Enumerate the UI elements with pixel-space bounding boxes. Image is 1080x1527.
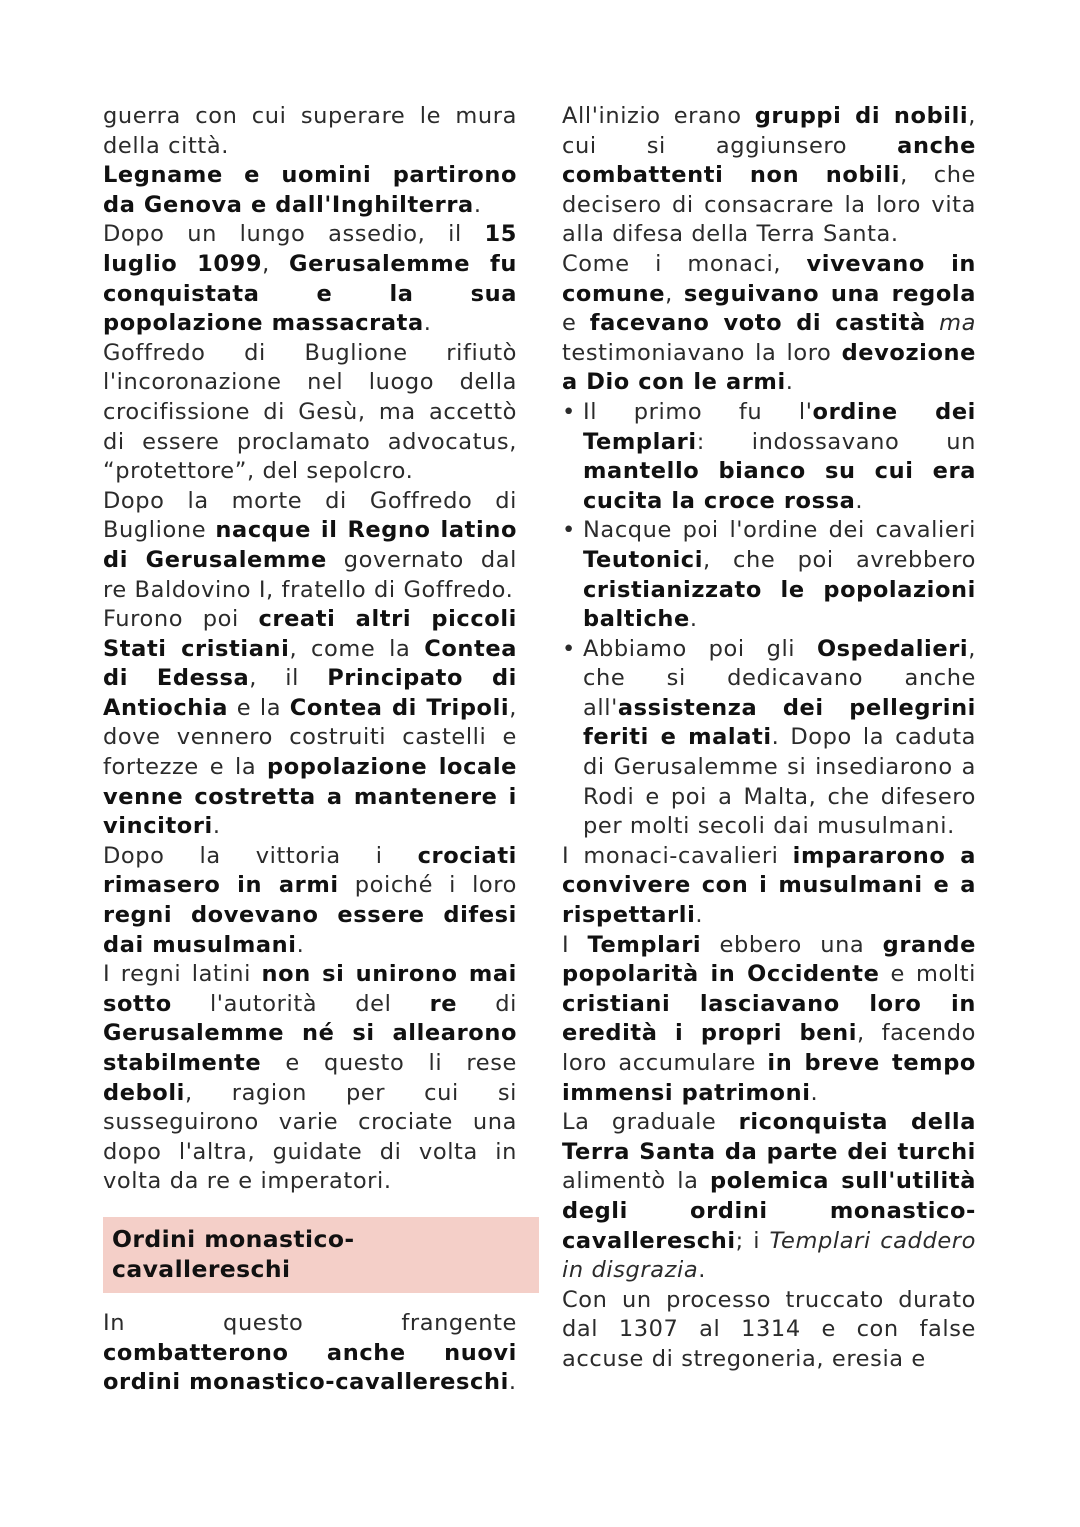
right-column [562,102,976,1375]
list-item: • Il primo fu l'ordine dei Templari: indossavano un mantello bianco su cui era cucita la croce rossa. [562,398,976,514]
paragraph: Goffredo di Buglione rifiutò l'incoronazione nel luogo della crocifissione di Gesù, ma accettò di essere proclamato advocatus, “protettore”, del sepolcro. [103,339,517,485]
paragraph: Dopo la vittoria i crociati rimasero in armi poiché i loro regni dovevano essere difesi dai musulmani. [103,842,518,958]
orders-list [562,398,976,842]
bullet-icon: • [562,398,576,425]
paragraph: I Templari ebbero una grande popolarità in Occidente e molti cristiani lasciavano loro in eredità i propri beni, facendo loro accumulare in breve tempo immensi patrimoni. [562,931,977,1106]
paragraph: All'inizio erano gruppi di nobili, cui si aggiunsero anche combattenti non nobili, che decisero di consacrare la loro vita alla difesa della Terra Santa. [562,103,977,248]
bullet-icon: • [562,517,576,544]
section-heading: Ordini monastico-cavallereschi [103,1217,539,1293]
paragraph: Dopo la morte di Goffredo di Buglione nacque il Regno latino di Gerusalemme governato dal re Baldovino I, fratello di Goffredo. [103,487,517,603]
paragraph: In questo frangente combatterono anche nuovi ordini monastico-cavallereschi. [103,1310,517,1396]
list-item: • Abbiamo poi gli Ospedalieri, che si dedicavano anche all'assistenza dei pellegrini feriti e malati. Dopo la caduta di Gerusalemme si insediarono a Rodi e poi a Malta, che difesero per molti secoli dai musulmani. [562,635,976,840]
bullet-icon: • [562,635,576,662]
paragraph: Furono poi creati altri piccoli Stati cristiani, come la Contea di Edessa, il Principato di Antiochia e la Contea di Tripoli, dove vennero costruiti castelli e fortezze e la popolazione locale venne costretta a mantenere i vincitori. [103,606,517,840]
paragraph: I regni latini non si unirono mai sotto l'autorità del re di Gerusalemme né si allearono stabilmente e questo li rese deboli, ragion per cui si susseguirono varie crociate una dopo l'altra, guidate di volta in volta da re e imperatori. [103,961,517,1195]
paragraph: Come i monaci, vivevano in comune, seguivano una regola e facevano voto di castità ma testimoniavano la loro devozione a Dio con le armi. [562,250,976,396]
paragraph: I monaci-cavalieri impararono a convivere con i musulmani e a rispettarli. [562,842,976,929]
left-column [103,102,517,1398]
paragraph: Legname e uomini partirono da Genova e dall'Inghilterra. [103,162,517,218]
paragraph: Con un processo truccato durato dal 1307 al 1314 e con false accuse di stregoneria, eresia e [562,1286,976,1372]
paragraph: guerra con cui superare le mura della città. [103,103,517,159]
list-item: • Nacque poi l'ordine dei cavalieri Teutonici, che poi avrebbero cristianizzato le popolazioni baltiche. [562,517,976,633]
paragraph: La graduale riconquista della Terra Santa da parte dei turchi alimentò la polemica sull'utilità degli ordini monastico-cavallereschi; i Templari caddero in disgrazia. [562,1109,976,1284]
paragraph: Dopo un lungo assedio, il 15 luglio 1099, Gerusalemme fu conquistata e la sua popolazione massacrata. [103,221,517,337]
